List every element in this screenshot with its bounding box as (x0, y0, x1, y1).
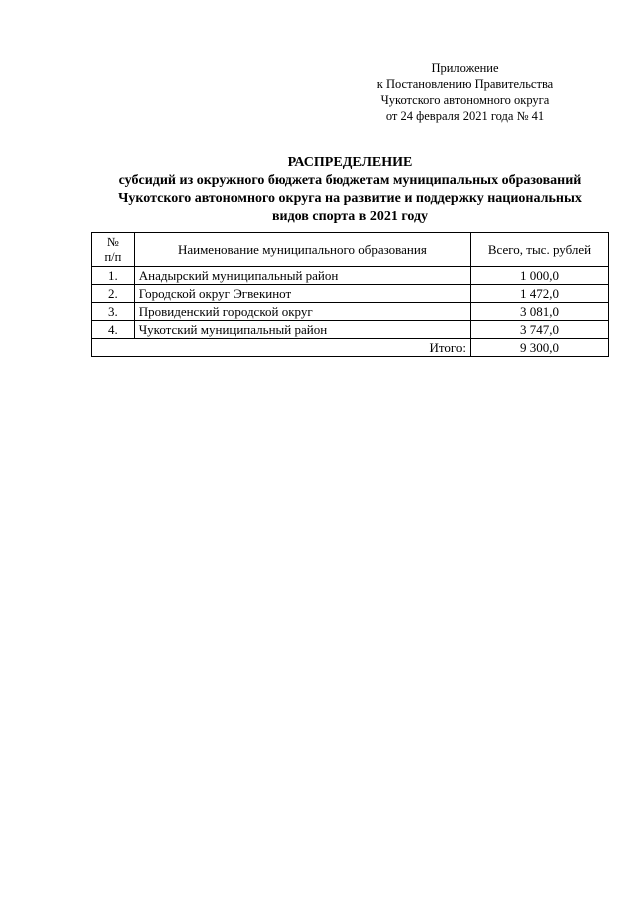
row-name: Городской округ Эгвекинот (134, 285, 470, 303)
row-name: Провиденский городской округ (134, 303, 470, 321)
table-total-row (92, 339, 609, 357)
row-value: 3 081,0 (471, 303, 609, 321)
appendix-line: к Постановлению Правительства (376, 77, 554, 91)
title-line: Чукотского автономного округа на развитие и поддержку национальных (118, 191, 582, 206)
row-number: 3. (92, 303, 135, 321)
row-name: Анадырский муниципальный район (134, 267, 470, 285)
appendix-line: от 24 февраля 2021 года № 41 (385, 109, 545, 123)
header-municipality: Наименование муниципального образования (134, 233, 470, 267)
header-total: Всего, тыс. рублей (471, 233, 609, 267)
appendix-line: Приложение (431, 61, 499, 75)
title-line: субсидий из окружного бюджета бюджетам муниципальных образований (118, 173, 582, 188)
distribution-table (91, 232, 609, 357)
appendix-header (360, 60, 570, 124)
table-row (92, 285, 609, 303)
header-number-sign: № (106, 234, 119, 249)
header-number (92, 233, 135, 267)
table-row (92, 321, 609, 339)
total-label: Итого: (92, 339, 471, 357)
table-row (92, 267, 609, 285)
row-name: Чукотский муниципальный район (134, 321, 470, 339)
row-number: 2. (92, 285, 135, 303)
header-number-abbr: п/п (104, 249, 122, 264)
row-value: 1 472,0 (471, 285, 609, 303)
table-row (92, 303, 609, 321)
total-value: 9 300,0 (471, 339, 609, 357)
title-line: видов спорта в 2021 году (271, 209, 429, 224)
row-number: 4. (92, 321, 135, 339)
row-value: 1 000,0 (471, 267, 609, 285)
title-line: РАСПРЕДЕЛЕНИЕ (287, 155, 413, 170)
row-value: 3 747,0 (471, 321, 609, 339)
document-title (60, 154, 640, 226)
row-number: 1. (92, 267, 135, 285)
table-header-row (92, 233, 609, 267)
appendix-line: Чукотского автономного округа (380, 93, 550, 107)
